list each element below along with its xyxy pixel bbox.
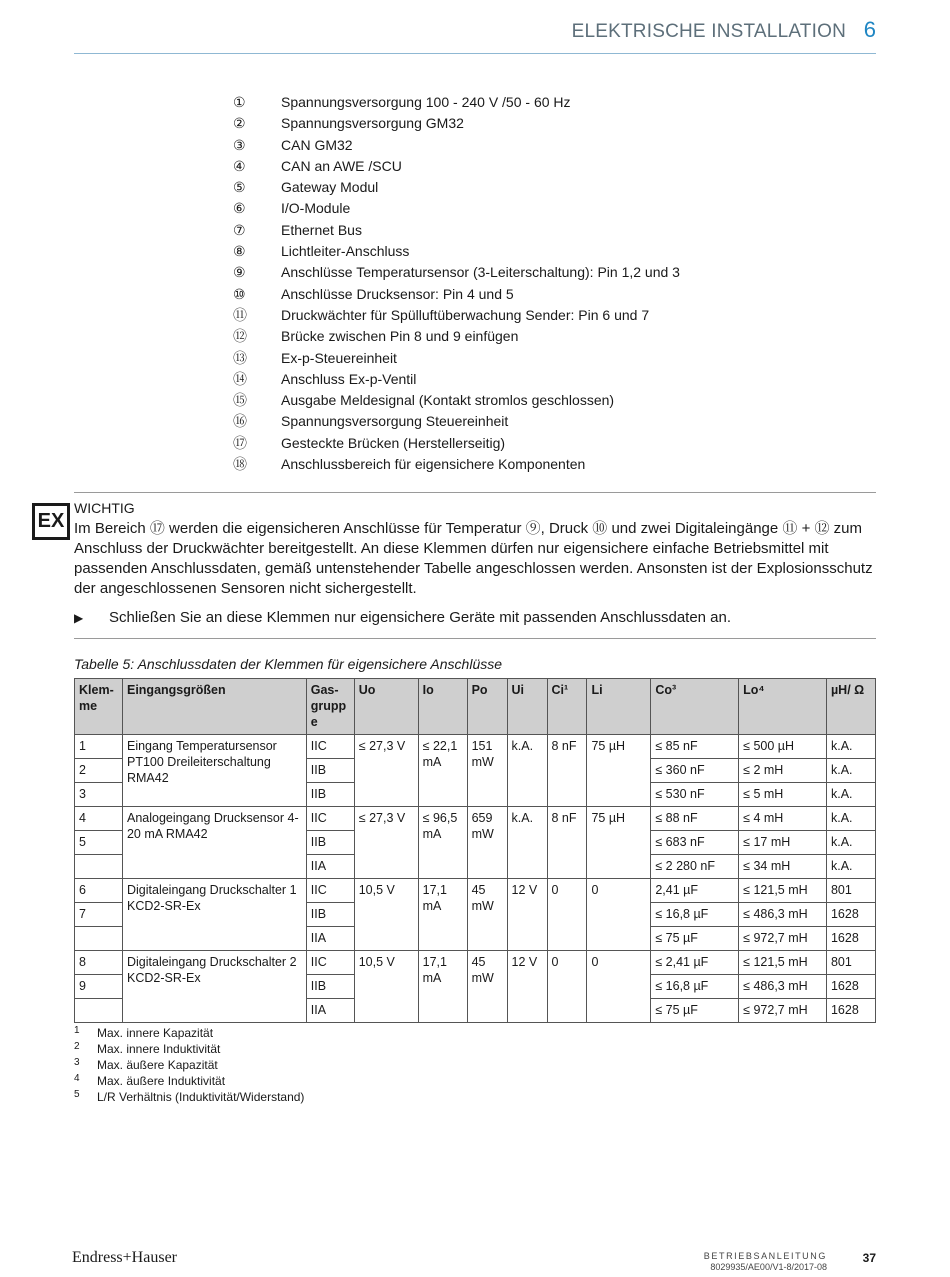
table-cell: 4 — [75, 807, 123, 831]
legend-text: Spannungsversorgung 100 - 240 V /50 - 60 Hz — [281, 94, 571, 110]
table-cell: ≤ 4 mH — [739, 807, 827, 831]
connection-data-table — [74, 678, 876, 1023]
footnote-text: Max. innere Kapazität — [97, 1026, 214, 1040]
table-cell: 1628 — [826, 999, 875, 1023]
table-cell: 45 mW — [467, 879, 507, 951]
legend-item — [233, 433, 680, 454]
table-cell: 1628 — [826, 975, 875, 999]
action-step — [74, 608, 731, 628]
action-text: Schließen Sie an diese Klemmen nur eigensichere Geräte mit passenden Anschlussdaten an. — [109, 609, 732, 626]
table-cell: 151 mW — [467, 735, 507, 807]
table-cell: IIB — [306, 903, 354, 927]
legend-number: ④ — [233, 157, 246, 174]
legend-item — [233, 241, 680, 262]
column-header: Uo — [354, 679, 418, 735]
table-cell: 2 — [75, 759, 123, 783]
table-cell: ≤ 17 mH — [739, 831, 827, 855]
column-header: Klem-me — [75, 679, 123, 735]
table-cell: IIB — [306, 975, 354, 999]
legend-item — [233, 326, 680, 347]
chapter-title: ELEKTRISCHE INSTALLATION — [571, 21, 846, 42]
legend-item — [233, 305, 680, 326]
table-cell: ≤ 121,5 mH — [739, 951, 827, 975]
legend-item — [233, 156, 680, 177]
notice-top-rule — [74, 492, 876, 493]
table-cell: 45 mW — [467, 951, 507, 1023]
table-cell: 0 — [587, 951, 651, 1023]
table-cell: 9 — [75, 975, 123, 999]
legend-number: ⑮ — [233, 392, 247, 409]
legend-text: Gesteckte Brücken (Herstellerseitig) — [281, 434, 506, 451]
table-cell: IIB — [306, 759, 354, 783]
footnote-mark: 3 — [74, 1057, 80, 1068]
column-header: Eingangsgrößen — [122, 679, 306, 735]
table-cell: ≤ 360 nF — [651, 759, 739, 783]
notice-heading: WICHTIG — [74, 500, 135, 516]
table-cell: 8 nF — [547, 735, 587, 807]
footnote — [74, 1025, 304, 1041]
table-cell: 0 — [547, 951, 587, 1023]
column-header: Co³ — [651, 679, 739, 735]
legend-text: Anschlüsse Drucksensor: Pin 4 und 5 — [281, 285, 514, 302]
legend-item — [233, 177, 680, 198]
table-cell: k.A. — [507, 735, 547, 807]
table-cell: 1 — [75, 735, 123, 759]
notice-text: Im Bereich ⑰ werden die eigensicheren Anschlüsse für Temperatur ⑨, Druck ⑩ und zwei Digitaleingänge ⑪ + ⑫ zum Anschluss der Druckwächter bereitgestellt. An diese Klemmen dürfen nur eigensichere einfache Betriebsmittel mit passenden Anschlussdaten, gemäß untenstehender Tabelle angeschlossen werden. Ansonsten ist der Explosionsschutz der angeschlossenen Sensoren nicht sichergestellt. — [74, 520, 873, 597]
table-cell: ≤ 683 nF — [651, 831, 739, 855]
table-cell: k.A. — [826, 807, 875, 831]
column-header: Ci¹ — [547, 679, 587, 735]
legend-text: Anschlussbereich für eigensichere Komponenten — [281, 456, 586, 473]
table-cell: IIC — [306, 735, 354, 759]
table-cell — [75, 927, 123, 951]
legend-number: ⑪ — [233, 306, 247, 323]
table-cell: ≤ 85 nF — [651, 735, 739, 759]
table-cell: k.A. — [507, 807, 547, 879]
table-row — [75, 879, 876, 903]
legend-text: Brücke zwischen Pin 8 und 9 einfügen — [281, 328, 519, 345]
table-cell: 8 nF — [547, 807, 587, 879]
legend-number: ⑱ — [233, 456, 247, 473]
table-cell: 3 — [75, 783, 123, 807]
table-cell — [75, 855, 123, 879]
footnotes — [74, 1025, 304, 1105]
legend-item — [233, 262, 680, 283]
column-header: Po — [467, 679, 507, 735]
table-cell: Digitaleingang Druckschalter 2 KCD2-SR-Ex — [122, 951, 306, 1023]
table-row — [75, 807, 876, 831]
column-header: Ui — [507, 679, 547, 735]
legend-text: Spannungsversorgung GM32 — [281, 115, 464, 132]
notice-bottom-rule — [74, 638, 876, 639]
brand-logo: Endress+Hauser — [72, 1249, 177, 1266]
legend-number: ⑦ — [233, 221, 246, 238]
legend-item — [233, 284, 680, 305]
footnote-mark: 1 — [74, 1025, 80, 1036]
table-cell: ≤ 16,8 µF — [651, 903, 739, 927]
legend-item — [233, 348, 680, 369]
footnote-text: L/R Verhältnis (Induktivität/Widerstand) — [97, 1090, 305, 1104]
footnote — [74, 1041, 304, 1057]
table-cell: IIC — [306, 879, 354, 903]
legend-text: Ausgabe Meldesignal (Kontakt stromlos geschlossen) — [281, 392, 615, 409]
table-row — [75, 735, 876, 759]
table-cell: ≤ 2 mH — [739, 759, 827, 783]
legend-item — [233, 411, 680, 432]
table-row — [75, 951, 876, 975]
legend-text: Gateway Modul — [281, 179, 379, 196]
table-cell: ≤ 22,1 mA — [418, 735, 467, 807]
table-cell: 801 — [826, 951, 875, 975]
table-cell: k.A. — [826, 735, 875, 759]
table-cell: ≤ 75 µF — [651, 927, 739, 951]
footnote-text: Max. äußere Kapazität — [97, 1058, 218, 1072]
table-cell: 1628 — [826, 903, 875, 927]
table-cell: 75 µH — [587, 807, 651, 879]
table-cell: 8 — [75, 951, 123, 975]
legend-number: ⑧ — [233, 243, 246, 260]
table-cell: Digitaleingang Druckschalter 1 KCD2-SR-Ex — [122, 879, 306, 951]
legend-number: ③ — [233, 136, 246, 153]
table-cell: Analogeingang Drucksensor 4-20 mA RMA42 — [122, 807, 306, 879]
table-cell: 7 — [75, 903, 123, 927]
legend-text: Spannungsversorgung Steuereinheit — [281, 413, 509, 430]
table-cell: 75 µH — [587, 735, 651, 807]
table-cell: ≤ 27,3 V — [354, 735, 418, 807]
legend-item — [233, 454, 680, 475]
legend-number: ⑥ — [233, 200, 246, 217]
page-header — [74, 14, 876, 54]
document-type: BETRIEBSANLEITUNG — [703, 1251, 827, 1261]
table-cell: 12 V — [507, 879, 547, 951]
legend-number: ⑭ — [233, 370, 247, 387]
chapter-number: 6 — [863, 17, 876, 42]
arrow-right-icon: ▶ — [74, 611, 84, 625]
table-cell: ≤ 972,7 mH — [739, 927, 827, 951]
table-cell: ≤ 75 µF — [651, 999, 739, 1023]
legend-number: ⑬ — [233, 349, 247, 366]
legend-item — [233, 113, 680, 134]
table-cell: k.A. — [826, 759, 875, 783]
table-cell: 2,41 µF — [651, 879, 739, 903]
document-id: 8029935/AE00/V1-8/2017-08 — [710, 1262, 827, 1272]
legend-text: CAN GM32 — [281, 136, 353, 153]
footnote-mark: 4 — [74, 1073, 80, 1084]
table-cell: k.A. — [826, 855, 875, 879]
table-cell: ≤ 34 mH — [739, 855, 827, 879]
footnote-mark: 2 — [74, 1041, 80, 1052]
legend-number: ⑩ — [233, 285, 246, 302]
table-cell: ≤ 486,3 mH — [739, 903, 827, 927]
table-cell: IIB — [306, 831, 354, 855]
table-cell: ≤ 96,5 mA — [418, 807, 467, 879]
legend-text: I/O-Module — [281, 200, 351, 217]
table-caption: Tabelle 5: Anschlussdaten der Klemmen für eigensichere Anschlüsse — [74, 656, 503, 672]
legend-number: ① — [233, 94, 246, 110]
legend-number: ② — [233, 115, 246, 132]
table-cell: 17,1 mA — [418, 951, 467, 1023]
legend-text: Druckwächter für Spülluftüberwachung Sender: Pin 6 und 7 — [281, 306, 650, 323]
ex-icon: EX — [32, 503, 70, 540]
legend-item — [233, 92, 680, 113]
legend-item — [233, 135, 680, 156]
legend-item — [233, 198, 680, 219]
table-cell — [75, 999, 123, 1023]
footnote-mark: 5 — [74, 1089, 80, 1100]
table-cell: 659 mW — [467, 807, 507, 879]
table-cell: Eingang Temperatursensor PT100 Dreileiterschaltung RMA42 — [122, 735, 306, 807]
table-cell: ≤ 500 µH — [739, 735, 827, 759]
legend-number: ⑫ — [233, 328, 247, 345]
figure-legend — [233, 92, 680, 475]
table-cell: k.A. — [826, 783, 875, 807]
table-cell: 0 — [547, 879, 587, 951]
table-cell: 6 — [75, 879, 123, 903]
table-cell: ≤ 486,3 mH — [739, 975, 827, 999]
table-cell: ≤ 530 nF — [651, 783, 739, 807]
footnote-text: Max. äußere Induktivität — [97, 1074, 226, 1088]
table-cell: IIC — [306, 807, 354, 831]
legend-text: Lichtleiter-Anschluss — [281, 243, 410, 260]
page-number: 37 — [862, 1251, 876, 1265]
table-cell: 10,5 V — [354, 879, 418, 951]
table-cell: 10,5 V — [354, 951, 418, 1023]
footnote-text: Max. innere Induktivität — [97, 1042, 221, 1056]
column-header: Li — [587, 679, 651, 735]
legend-text: Ex-p-Steuereinheit — [281, 349, 397, 366]
legend-item — [233, 220, 680, 241]
table-cell: ≤ 27,3 V — [354, 807, 418, 879]
legend-number: ⑰ — [233, 434, 247, 451]
table-cell: 12 V — [507, 951, 547, 1023]
legend-text: Anschlüsse Temperatursensor (3-Leiterschaltung): Pin 1,2 und 3 — [281, 264, 680, 281]
legend-item — [233, 369, 680, 390]
legend-number: ⑯ — [233, 413, 247, 430]
table-cell: IIA — [306, 927, 354, 951]
table-cell: ≤ 5 mH — [739, 783, 827, 807]
column-header: µH/ Ω — [826, 679, 875, 735]
table-cell: 801 — [826, 879, 875, 903]
footnote — [74, 1089, 304, 1105]
document-info — [704, 1251, 827, 1273]
table-cell: ≤ 121,5 mH — [739, 879, 827, 903]
column-header: Gas-grupp e — [306, 679, 354, 735]
column-header: Lo⁴ — [739, 679, 827, 735]
table-cell: ≤ 2 280 nF — [651, 855, 739, 879]
legend-text: Ethernet Bus — [281, 221, 362, 238]
footnote — [74, 1073, 304, 1089]
table-cell: IIC — [306, 951, 354, 975]
legend-number: ⑨ — [233, 264, 246, 281]
table-cell: IIB — [306, 783, 354, 807]
table-cell: ≤ 972,7 mH — [739, 999, 827, 1023]
legend-item — [233, 390, 680, 411]
legend-text: CAN an AWE /SCU — [281, 157, 402, 174]
table-cell: k.A. — [826, 831, 875, 855]
footnote — [74, 1057, 304, 1073]
table-cell: ≤ 2,41 µF — [651, 951, 739, 975]
table-cell: ≤ 16,8 µF — [651, 975, 739, 999]
legend-text: Anschluss Ex-p-Ventil — [281, 370, 417, 387]
table-cell: IIA — [306, 999, 354, 1023]
legend-number: ⑤ — [233, 179, 246, 196]
table-cell: 5 — [75, 831, 123, 855]
table-cell: ≤ 88 nF — [651, 807, 739, 831]
column-header: Io — [418, 679, 467, 735]
table-cell: 0 — [587, 879, 651, 951]
table-header-row — [75, 679, 876, 735]
table-cell: 1628 — [826, 927, 875, 951]
table-cell: 17,1 mA — [418, 879, 467, 951]
table-cell: IIA — [306, 855, 354, 879]
